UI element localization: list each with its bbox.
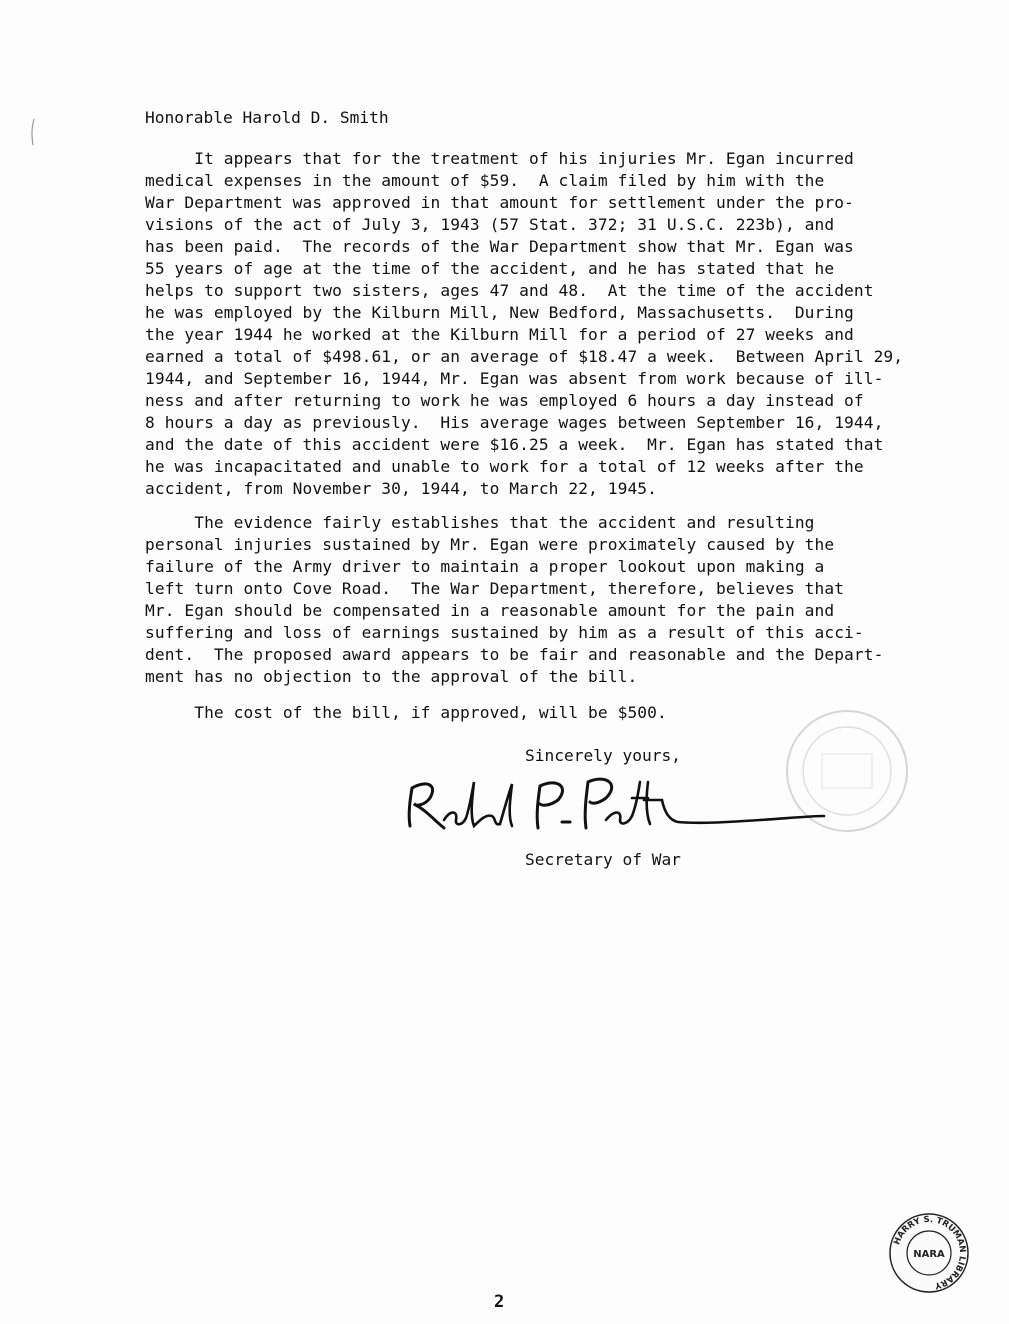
body-line: It appears that for the treatment of his injuries Mr. Egan incurred (145, 149, 854, 168)
body-line: 1944, and September 16, 1944, Mr. Egan was absent from work because of ill- (145, 369, 884, 388)
body-line: 55 years of age at the time of the accident, and he has stated that he (145, 259, 835, 278)
body-line: dent. The proposed award appears to be fair and reasonable and the Depart- (145, 645, 884, 664)
body-line: and the date of this accident were $16.25 a week. Mr. Egan has stated that (145, 435, 884, 454)
body-line: accident, from November 30, 1944, to March 22, 1945. (145, 479, 657, 498)
body-line: 8 hours a day as previously. His average wages between September 16, 1944, (145, 413, 884, 432)
body-line: personal injuries sustained by Mr. Egan were proximately caused by the (145, 535, 835, 554)
body-line: ness and after returning to work he was employed 6 hours a day instead of (145, 391, 864, 410)
margin-mark (30, 118, 36, 146)
signer-title: Secretary of War (525, 850, 681, 869)
body-line: The cost of the bill, if approved, will be $500. (145, 703, 667, 722)
library-stamp-center-text: NARA (913, 1249, 945, 1260)
library-stamp-ring-text: HARRY S. TRUMAN LIBRARY (892, 1214, 968, 1291)
body-line: The evidence fairly establishes that the accident and resulting (145, 513, 815, 532)
signature (400, 770, 830, 840)
body-line: War Department was approved in that amount for settlement under the pro- (145, 193, 854, 212)
truman-library-stamp (888, 1212, 970, 1294)
body-line: visions of the act of July 3, 1943 (57 Stat. 372; 31 U.S.C. 223b), and (145, 215, 835, 234)
body-line: has been paid. The records of the War Department show that Mr. Egan was (145, 237, 854, 256)
body-line: suffering and loss of earnings sustained by him as a result of this acci- (145, 623, 864, 642)
body-line: earned a total of $498.61, or an average of $18.47 a week. Between April 29, (145, 347, 904, 366)
body-line: helps to support two sisters, ages 47 and 48. At the time of the accident (145, 281, 874, 300)
body-line: medical expenses in the amount of $59. A claim filed by him with the (145, 171, 825, 190)
addressee: Honorable Harold D. Smith (145, 108, 389, 127)
page-number: 2 (494, 1292, 505, 1312)
body-line: the year 1944 he worked at the Kilburn Mill for a period of 27 weeks and (145, 325, 854, 344)
body-line: he was employed by the Kilburn Mill, New Bedford, Massachusetts. During (145, 303, 854, 322)
body-line: he was incapacitated and unable to work for a total of 12 weeks after the (145, 457, 864, 476)
body-line: failure of the Army driver to maintain a proper lookout upon making a (145, 557, 825, 576)
body-line: left turn onto Cove Road. The War Department, therefore, believes that (145, 579, 845, 598)
closing: Sincerely yours, (525, 746, 681, 765)
body-line: ment has no objection to the approval of the bill. (145, 667, 638, 686)
body-line: Mr. Egan should be compensated in a reasonable amount for the pain and (145, 601, 835, 620)
